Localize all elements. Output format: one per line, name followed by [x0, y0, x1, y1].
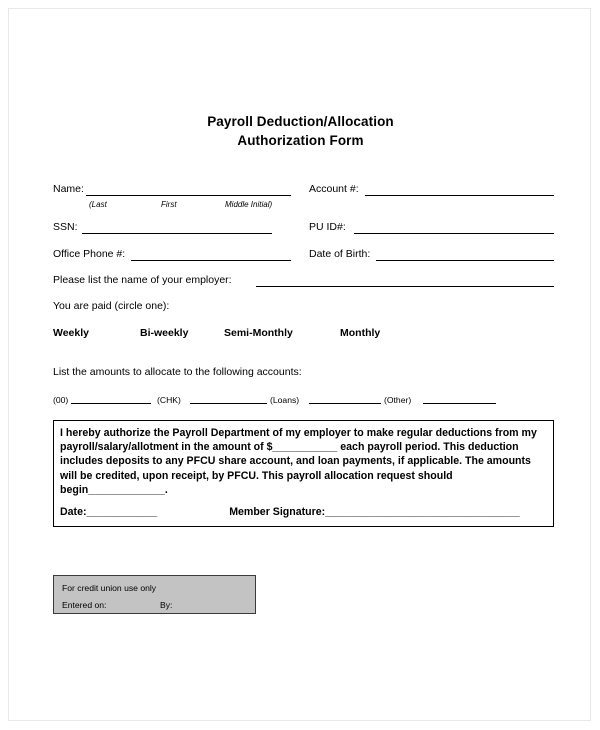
credit-union-entered-on-label: Entered on:	[62, 600, 107, 610]
authorization-text-part-2: each payroll period. This deduction includes deposits to any PFCU share account, and loan payments, if applicable. The amounts will be credited, upon receipt, by PFCU. This payroll allocation request should begin	[60, 441, 531, 496]
name-sub-label-middle-initial: Middle Initial)	[225, 200, 273, 209]
name-sub-label-first: First	[161, 200, 177, 209]
ssn-label: SSN:	[53, 221, 78, 233]
office-phone-input-line[interactable]	[131, 260, 291, 261]
form-title	[9, 112, 592, 150]
employer-input-line[interactable]	[256, 286, 554, 287]
form-title-line-1: Payroll Deduction/Allocation	[207, 114, 394, 129]
pay-frequency-option-bi-weekly[interactable]: Bi-weekly	[140, 327, 189, 339]
credit-union-heading: For credit union use only	[62, 583, 157, 593]
authorization-text-part-3: .	[164, 483, 168, 496]
allocation-account-label-00: (00)	[53, 395, 69, 405]
name-sub-label-last: (Last	[89, 200, 107, 209]
authorization-amount-blank[interactable]: ___________	[272, 441, 338, 454]
name-label: Name:	[53, 183, 84, 195]
account-number-input-line[interactable]	[365, 195, 554, 196]
pu-id-input-line[interactable]	[354, 233, 554, 234]
member-signature-label: Member Signature:	[229, 506, 326, 518]
allocation-account-label-chk: (CHK)	[157, 395, 181, 405]
pay-frequency-option-semi-monthly[interactable]: Semi-Monthly	[224, 327, 293, 339]
account-number-label: Account #:	[309, 183, 359, 195]
allocation-account-label-loans: (Loans)	[270, 395, 300, 405]
pay-frequency-option-weekly[interactable]: Weekly	[53, 327, 89, 339]
authorization-begin-blank[interactable]: _____________	[88, 483, 165, 496]
authorization-date-label: Date:	[60, 506, 87, 518]
ssn-input-line[interactable]	[82, 233, 272, 234]
employer-label: Please list the name of your employer:	[53, 274, 232, 286]
authorization-signature-row	[60, 506, 549, 519]
document-page	[8, 8, 591, 721]
office-phone-label: Office Phone #:	[53, 248, 126, 260]
member-signature-blank[interactable]: _________________________________	[325, 506, 520, 518]
authorization-box	[53, 420, 554, 527]
authorization-paragraph	[60, 426, 549, 497]
allocation-amount-line-chk[interactable]	[190, 403, 267, 404]
pay-frequency-option-monthly[interactable]: Monthly	[340, 327, 381, 339]
authorization-text-part-1: I hereby authorize the Payroll Department of my employer to make regular deductions from my payroll/salary/allotment in the amount of $	[60, 427, 537, 454]
allocation-amount-line-other[interactable]	[423, 403, 496, 404]
allocation-amount-line-00[interactable]	[71, 403, 151, 404]
pu-id-label: PU ID#:	[309, 221, 346, 233]
authorization-date-blank[interactable]: ____________	[86, 506, 158, 518]
name-input-line[interactable]	[86, 195, 291, 196]
date-of-birth-label: Date of Birth:	[309, 248, 371, 260]
credit-union-use-box	[53, 575, 256, 614]
date-of-birth-input-line[interactable]	[376, 260, 554, 261]
pay-frequency-prompt: You are paid (circle one):	[53, 300, 170, 312]
allocation-account-label-other: (Other)	[384, 395, 412, 405]
form-title-line-2: Authorization Form	[237, 133, 364, 148]
credit-union-by-label: By:	[160, 600, 173, 610]
allocation-amount-line-loans[interactable]	[309, 403, 381, 404]
allocation-prompt: List the amounts to allocate to the following accounts:	[53, 366, 302, 378]
